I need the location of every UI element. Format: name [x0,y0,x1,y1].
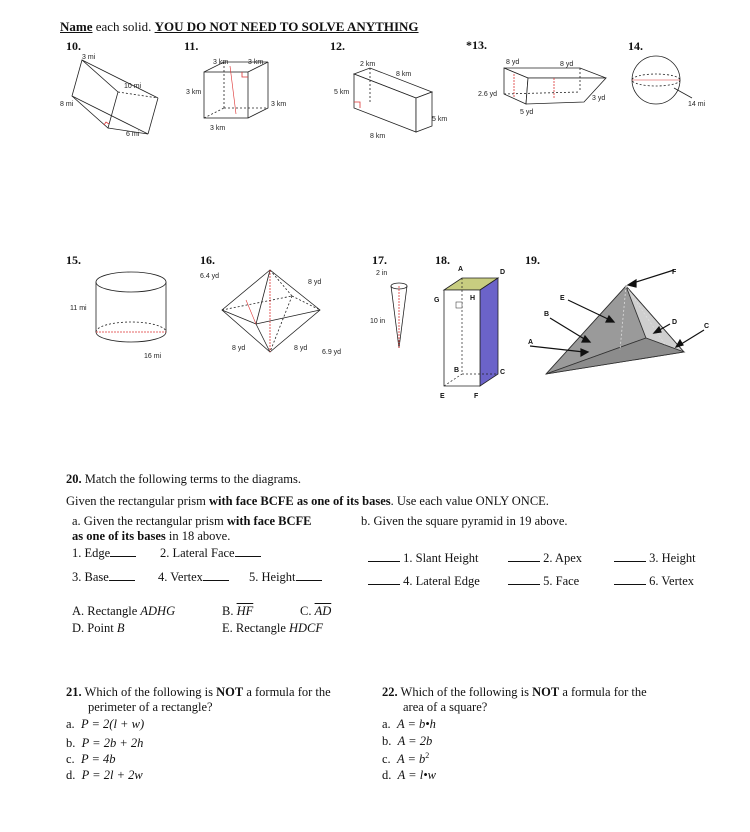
fig16-label-3: 8 yd [294,345,308,352]
instruction-line [60,19,419,35]
q20-choice-c: C. $\overline{AD}$ [300,604,332,618]
fig18-point-C: C [500,369,506,376]
fig13-label-2: 2.6 yd [478,91,498,98]
figure-11-cube [180,54,290,136]
star-mark: * [466,38,472,52]
fig18-point-D: D [500,269,506,276]
q20b-item-lateral-edge: 4. Lateral Edge [368,573,480,589]
q20-part-b-heading: b. Given the square pyramid in 19 above. [361,514,568,528]
fig10-label-0: 3 mi [82,54,96,61]
fig18-point-E: E [440,393,445,400]
fig14-label-0: 14 mi [688,101,706,108]
answer-blank[interactable] [296,569,322,581]
q20a-item-lateral-face: 2. Lateral Face [160,545,261,561]
fig19-point-C: C [704,323,710,330]
answer-blank[interactable] [110,545,136,557]
q20b-item-face: 5. Face [508,573,579,589]
problem-number-16: 16. [200,253,215,267]
problem-number-14: 14. [628,39,643,53]
problem-number-17: 17. [372,253,387,267]
no-solve-text: YOU DO NOT NEED TO SOLVE ANYTHING [154,19,419,34]
q21-option-c[interactable]: c. P = 4b [66,752,116,766]
name-word: Name [60,19,93,34]
q20-choice-a: A. Rectangle ADHG [72,604,176,618]
figure-16-octahedron [196,266,366,366]
fig16-label-1: 8 yd [308,279,322,286]
q22-option-a[interactable]: a. A = b•h [382,717,436,731]
fig18-point-B: B [454,367,460,374]
figure-17-cone [370,266,415,356]
figure-19-square-pyramid [526,262,716,376]
q22-option-b[interactable]: b. A = 2b [382,734,433,748]
q20-prompt: Match the following terms to the diagrams. [81,472,302,486]
fig11-label-1: 3 km [248,59,264,66]
q22-option-c[interactable]: c. $A = b^2$ [382,751,430,767]
answer-blank[interactable] [368,550,400,562]
fig16-label-2: 8 yd [232,345,246,352]
fig11-label-0: 3 km [213,59,229,66]
q22-question: 22. Which of the following is NOT a formula for the area of a square? [382,685,647,714]
fig19-point-F: F [672,269,677,276]
fig10-label-2: 8 mi [60,101,74,108]
fig18-point-F: F [474,393,479,400]
problem-number-15: 15. [66,253,81,267]
fig19-point-B: B [544,311,550,318]
fig17-label-1: 10 in [370,318,386,325]
fig13-label-0: 8 yd [506,59,520,66]
q20-choice-d: D. Point B [72,621,125,635]
q22-number: 22. [382,685,398,699]
fig11-label-2: 3 km [186,89,202,96]
q22-option-d[interactable]: d. A = l•w [382,768,436,782]
answer-blank[interactable] [614,550,646,562]
fig10-label-1: 10 mi [124,83,142,90]
fig12-label-4: 8 km [370,133,386,140]
answer-blank[interactable] [109,569,135,581]
figure-15-cylinder [66,266,176,366]
q20b-item-vertex: 6. Vertex [614,573,694,589]
q20a-item-height: 5. Height [249,569,322,585]
figure-14-sphere [628,54,718,112]
q20b-item-apex: 2. Apex [508,550,582,566]
q20b-item-height: 3. Height [614,550,696,566]
answer-blank[interactable] [235,545,261,557]
problem-number-12: 12. [330,39,345,53]
fig13-label-4: 5 yd [520,109,534,116]
answer-blank[interactable] [203,569,229,581]
figure-13-triangular-prism [476,54,616,120]
problem-number-19: 19. [525,253,540,267]
fig16-label-4: 6.9 yd [322,349,342,356]
fig12-label-3: 5 km [432,116,448,123]
answer-blank[interactable] [508,550,540,562]
figure-12-rectangular-prism [330,56,450,140]
q20-choice-e: E. Rectangle HDCF [222,621,324,635]
fig15-label-0: 11 mi [70,305,87,312]
q21-option-d[interactable]: d. P = 2l + 2w [66,768,143,782]
fig19-point-D: D [672,319,678,326]
answer-blank[interactable] [508,573,540,585]
q20a-item-edge: 1. Edge [72,545,136,561]
fig17-label-0: 2 in [376,270,388,277]
fig10-label-3: 6 mi [126,131,140,138]
answer-blank[interactable] [368,573,400,585]
q20a-item-vertex: 4. Vertex [158,569,229,585]
q20-choice-b: B. $\overline{HF}$ [222,604,254,618]
q21-question: 21. Which of the following is NOT a formula for the perimeter of a rectangle? [66,685,331,714]
q20b-item-slant-height: 1. Slant Height [368,550,478,566]
fig19-point-E: E [560,295,565,302]
q20-number: 20. [66,472,82,486]
fig13-label-3: 3 yd [592,95,606,102]
q20-title [66,472,301,487]
q20-given: Given the rectangular prism with face BCFE as one of its bases. Use each value ONLY ONCE. [66,494,549,508]
q21-option-b[interactable]: b. P = 2b + 2h [66,736,144,750]
answer-blank[interactable] [614,573,646,585]
fig12-label-0: 2 km [360,61,376,68]
fig19-point-A: A [528,339,534,346]
fig12-label-1: 8 km [396,71,412,78]
q20a-item-base: 3. Base [72,569,135,585]
fig16-label-0: 6.4 yd [200,273,220,280]
q20-part-a-heading: a. Given the rectangular prism with face BCFE as one of its bases in 18 above. [72,514,312,543]
fig15-label-1: 16 mi [144,353,162,360]
q21-option-a[interactable]: a. P = 2(l + w) [66,717,145,731]
q21-number: 21. [66,685,82,699]
fig12-label-2: 5 km [334,89,350,96]
problem-number-18: 18. [435,253,450,267]
figure-18-colored-prism [428,262,518,402]
fig18-point-H: H [470,295,476,302]
problem-number-11: 11. [184,39,199,53]
fig13-label-1: 8 yd [560,61,574,68]
fig11-label-3: 3 km [271,101,287,108]
fig11-label-4: 3 km [210,125,226,132]
fig18-point-A: A [458,266,464,273]
instruction-text: each solid. [92,19,155,34]
figure-10-triangular-prism [60,52,170,144]
problem-number-13: *13. [466,38,487,52]
fig18-point-G: G [434,297,440,304]
problem-number-10: 10. [66,39,81,53]
